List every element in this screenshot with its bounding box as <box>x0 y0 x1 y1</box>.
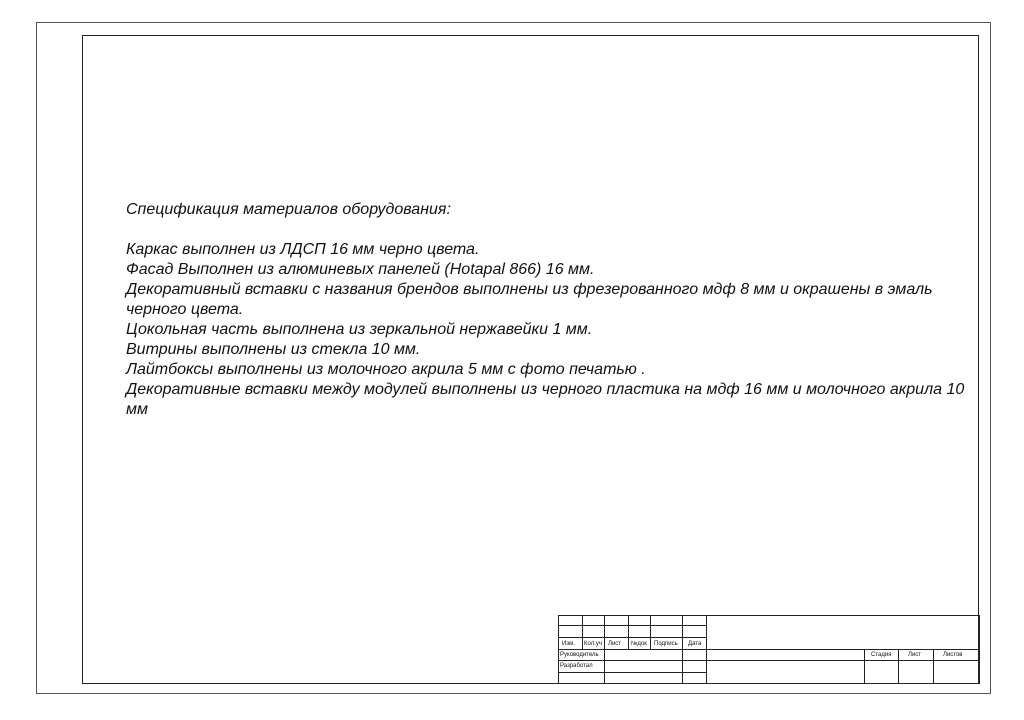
title-block <box>558 615 979 684</box>
role-razrabotal: Разработал <box>560 663 593 669</box>
spec-line: Каркас выполнен из ЛДСП 16 мм черно цвета. <box>126 241 480 258</box>
spec-line: Витрины выполнены из стекла 10 мм. <box>126 341 421 358</box>
spec-line: Цокольная часть выполнена из зеркальной нержавейки 1 мм. <box>126 321 593 338</box>
spec-spacer <box>126 220 966 240</box>
spec-line: Лайтбоксы выполнены из молочного акрила 5 мм с фото печатью . <box>126 361 646 378</box>
col-podpis: Подпись <box>654 641 678 647</box>
stage-header: Стадия <box>871 652 892 658</box>
col-list: Лист <box>608 641 622 647</box>
col-ndok: №док <box>631 641 647 647</box>
specification-text <box>126 200 966 420</box>
sheet-header: Лист <box>908 652 922 658</box>
spec-line: Декоративный вставки с названия брендов выполнены из фрезерованного мдф 8 мм и окрашены в эмаль черного цвета. <box>126 281 933 318</box>
col-kol-uch: Кол.уч <box>584 641 602 647</box>
spec-line: Фасад Выполнен из алюминевых панелей (Hotapal 866) 16 мм. <box>126 261 595 278</box>
spec-line: Декоративные вставки между модулей выполнены из черного пластика на мдф 16 мм и молочного акрила 10 мм <box>126 381 965 418</box>
spec-heading: Спецификация материалов оборудования: <box>126 201 451 218</box>
col-data: Дата <box>688 641 702 647</box>
col-izm: Изм. <box>562 641 575 647</box>
sheets-header: Листов <box>943 652 963 658</box>
role-rukovoditel: Руководитель <box>560 652 599 658</box>
